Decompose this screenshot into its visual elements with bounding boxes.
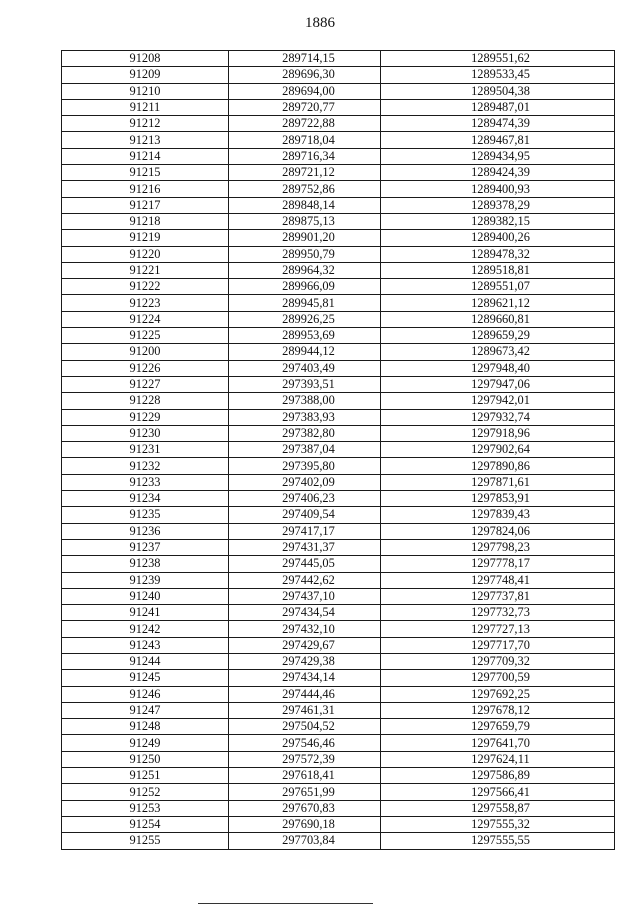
table-row [62,621,615,637]
y-coordinate-cell: 1297853,91 [381,491,615,507]
point-number-cell: 91230 [62,425,229,441]
x-coordinate-cell: 289953,69 [229,328,381,344]
y-coordinate-cell: 1297778,17 [381,556,615,572]
y-coordinate-cell: 1289621,12 [381,295,615,311]
y-coordinate-cell: 1289487,01 [381,99,615,115]
x-coordinate-cell: 297437,10 [229,588,381,604]
y-coordinate-cell: 1289478,32 [381,246,615,262]
point-number-cell: 91221 [62,262,229,278]
x-coordinate-cell: 297409,54 [229,507,381,523]
x-coordinate-cell: 297403,49 [229,360,381,376]
point-number-cell: 91255 [62,833,229,849]
y-coordinate-cell: 1289400,26 [381,230,615,246]
point-number-cell: 91228 [62,393,229,409]
x-coordinate-cell: 297417,17 [229,523,381,539]
y-coordinate-cell: 1297890,86 [381,458,615,474]
table-row [62,213,615,229]
table-row [62,51,615,67]
x-coordinate-cell: 289901,20 [229,230,381,246]
y-coordinate-cell: 1297932,74 [381,409,615,425]
y-coordinate-cell: 1297942,01 [381,393,615,409]
table-row [62,83,615,99]
y-coordinate-cell: 1297947,06 [381,376,615,392]
y-coordinate-cell: 1297918,96 [381,425,615,441]
y-coordinate-cell: 1297555,32 [381,816,615,832]
table-row [62,735,615,751]
y-coordinate-cell: 1297586,89 [381,768,615,784]
table-row [62,132,615,148]
table-row [62,279,615,295]
point-number-cell: 91247 [62,702,229,718]
y-coordinate-cell: 1289474,39 [381,116,615,132]
table-row [62,295,615,311]
table-row [62,491,615,507]
table-row [62,230,615,246]
point-number-cell: 91210 [62,83,229,99]
x-coordinate-cell: 297690,18 [229,816,381,832]
point-number-cell: 91248 [62,719,229,735]
x-coordinate-cell: 297572,39 [229,751,381,767]
point-number-cell: 91235 [62,507,229,523]
point-number-cell: 91209 [62,67,229,83]
table-row [62,458,615,474]
point-number-cell: 91239 [62,572,229,588]
point-number-cell: 91242 [62,621,229,637]
table-row [62,605,615,621]
y-coordinate-cell: 1297902,64 [381,442,615,458]
point-number-cell: 91227 [62,376,229,392]
point-number-cell: 91215 [62,165,229,181]
x-coordinate-cell: 297546,46 [229,735,381,751]
point-number-cell: 91232 [62,458,229,474]
point-number-cell: 91246 [62,686,229,702]
table-row [62,702,615,718]
point-number-cell: 91212 [62,116,229,132]
x-coordinate-cell: 289718,04 [229,132,381,148]
x-coordinate-cell: 297461,31 [229,702,381,718]
x-coordinate-cell: 289722,88 [229,116,381,132]
table-row [62,539,615,555]
x-coordinate-cell: 289714,15 [229,51,381,67]
point-number-cell: 91200 [62,344,229,360]
x-coordinate-cell: 297406,23 [229,491,381,507]
table-row [62,425,615,441]
table-row [62,719,615,735]
x-coordinate-cell: 297402,09 [229,474,381,490]
x-coordinate-cell: 297504,52 [229,719,381,735]
point-number-cell: 91219 [62,230,229,246]
x-coordinate-cell: 289926,25 [229,311,381,327]
y-coordinate-cell: 1297709,32 [381,653,615,669]
x-coordinate-cell: 289696,30 [229,67,381,83]
point-number-cell: 91216 [62,181,229,197]
table-row [62,344,615,360]
y-coordinate-cell: 1297737,81 [381,588,615,604]
y-coordinate-cell: 1289400,93 [381,181,615,197]
x-coordinate-cell: 297388,00 [229,393,381,409]
x-coordinate-cell: 289752,86 [229,181,381,197]
y-coordinate-cell: 1289467,81 [381,132,615,148]
table-row [62,751,615,767]
x-coordinate-cell: 297434,14 [229,670,381,686]
y-coordinate-cell: 1297727,13 [381,621,615,637]
point-number-cell: 91222 [62,279,229,295]
table-row [62,376,615,392]
table-row [62,833,615,849]
x-coordinate-cell: 289848,14 [229,197,381,213]
y-coordinate-cell: 1289551,62 [381,51,615,67]
y-coordinate-cell: 1297732,73 [381,605,615,621]
x-coordinate-cell: 289716,34 [229,148,381,164]
y-coordinate-cell: 1289424,39 [381,165,615,181]
x-coordinate-cell: 289964,32 [229,262,381,278]
coordinates-table-body [62,51,615,850]
table-row [62,768,615,784]
point-number-cell: 91214 [62,148,229,164]
table-row [62,246,615,262]
x-coordinate-cell: 297618,41 [229,768,381,784]
point-number-cell: 91250 [62,751,229,767]
table-row [62,686,615,702]
point-number-cell: 91226 [62,360,229,376]
x-coordinate-cell: 297432,10 [229,621,381,637]
point-number-cell: 91252 [62,784,229,800]
table-row [62,148,615,164]
y-coordinate-cell: 1297555,55 [381,833,615,849]
table-row [62,800,615,816]
x-coordinate-cell: 297395,80 [229,458,381,474]
y-coordinate-cell: 1297839,43 [381,507,615,523]
point-number-cell: 91244 [62,653,229,669]
point-number-cell: 91211 [62,99,229,115]
x-coordinate-cell: 289944,12 [229,344,381,360]
page-number: 1886 [305,15,335,31]
table-row [62,99,615,115]
table-row [62,311,615,327]
y-coordinate-cell: 1289659,29 [381,328,615,344]
table-row [62,523,615,539]
point-number-cell: 91236 [62,523,229,539]
point-number-cell: 91240 [62,588,229,604]
y-coordinate-cell: 1289382,15 [381,213,615,229]
y-coordinate-cell: 1297566,41 [381,784,615,800]
footer-rule [198,903,373,904]
table-row [62,262,615,278]
y-coordinate-cell: 1289434,95 [381,148,615,164]
x-coordinate-cell: 297382,80 [229,425,381,441]
point-number-cell: 91233 [62,474,229,490]
table-row [62,67,615,83]
x-coordinate-cell: 289945,81 [229,295,381,311]
table-row [62,653,615,669]
y-coordinate-cell: 1297659,79 [381,719,615,735]
point-number-cell: 91249 [62,735,229,751]
point-number-cell: 91213 [62,132,229,148]
y-coordinate-cell: 1297678,12 [381,702,615,718]
point-number-cell: 91218 [62,213,229,229]
point-number-cell: 91237 [62,539,229,555]
table-row [62,784,615,800]
point-number-cell: 91245 [62,670,229,686]
x-coordinate-cell: 297431,37 [229,539,381,555]
y-coordinate-cell: 1289504,38 [381,83,615,99]
table-row [62,816,615,832]
point-number-cell: 91208 [62,51,229,67]
x-coordinate-cell: 297703,84 [229,833,381,849]
point-number-cell: 91225 [62,328,229,344]
table-row [62,556,615,572]
x-coordinate-cell: 289721,12 [229,165,381,181]
y-coordinate-cell: 1297798,23 [381,539,615,555]
y-coordinate-cell: 1297948,40 [381,360,615,376]
y-coordinate-cell: 1297871,61 [381,474,615,490]
point-number-cell: 91241 [62,605,229,621]
x-coordinate-cell: 297434,54 [229,605,381,621]
table-row [62,165,615,181]
y-coordinate-cell: 1297641,70 [381,735,615,751]
y-coordinate-cell: 1297700,59 [381,670,615,686]
point-number-cell: 91243 [62,637,229,653]
x-coordinate-cell: 297445,05 [229,556,381,572]
x-coordinate-cell: 297651,99 [229,784,381,800]
y-coordinate-cell: 1297717,70 [381,637,615,653]
y-coordinate-cell: 1297692,25 [381,686,615,702]
y-coordinate-cell: 1289673,42 [381,344,615,360]
x-coordinate-cell: 297442,62 [229,572,381,588]
y-coordinate-cell: 1289518,81 [381,262,615,278]
point-number-cell: 91217 [62,197,229,213]
x-coordinate-cell: 297444,46 [229,686,381,702]
point-number-cell: 91223 [62,295,229,311]
point-number-cell: 91253 [62,800,229,816]
coordinates-table [61,50,615,850]
table-row [62,588,615,604]
table-row [62,409,615,425]
point-number-cell: 91238 [62,556,229,572]
point-number-cell: 91224 [62,311,229,327]
table-row [62,474,615,490]
x-coordinate-cell: 289720,77 [229,99,381,115]
x-coordinate-cell: 289950,79 [229,246,381,262]
x-coordinate-cell: 297429,67 [229,637,381,653]
point-number-cell: 91220 [62,246,229,262]
x-coordinate-cell: 297429,38 [229,653,381,669]
table-row [62,181,615,197]
y-coordinate-cell: 1289551,07 [381,279,615,295]
table-row [62,507,615,523]
point-number-cell: 91229 [62,409,229,425]
x-coordinate-cell: 289966,09 [229,279,381,295]
point-number-cell: 91234 [62,491,229,507]
x-coordinate-cell: 297387,04 [229,442,381,458]
table-row [62,328,615,344]
table-row [62,116,615,132]
point-number-cell: 91254 [62,816,229,832]
x-coordinate-cell: 289875,13 [229,213,381,229]
x-coordinate-cell: 297383,93 [229,409,381,425]
point-number-cell: 91231 [62,442,229,458]
y-coordinate-cell: 1297624,11 [381,751,615,767]
table-row [62,442,615,458]
x-coordinate-cell: 289694,00 [229,83,381,99]
y-coordinate-cell: 1289378,29 [381,197,615,213]
table-row [62,670,615,686]
table-row [62,360,615,376]
y-coordinate-cell: 1297558,87 [381,800,615,816]
x-coordinate-cell: 297393,51 [229,376,381,392]
y-coordinate-cell: 1297824,06 [381,523,615,539]
point-number-cell: 91251 [62,768,229,784]
y-coordinate-cell: 1289660,81 [381,311,615,327]
table-row [62,393,615,409]
x-coordinate-cell: 297670,83 [229,800,381,816]
y-coordinate-cell: 1289533,45 [381,67,615,83]
table-row [62,197,615,213]
table-row [62,572,615,588]
y-coordinate-cell: 1297748,41 [381,572,615,588]
table-row [62,637,615,653]
